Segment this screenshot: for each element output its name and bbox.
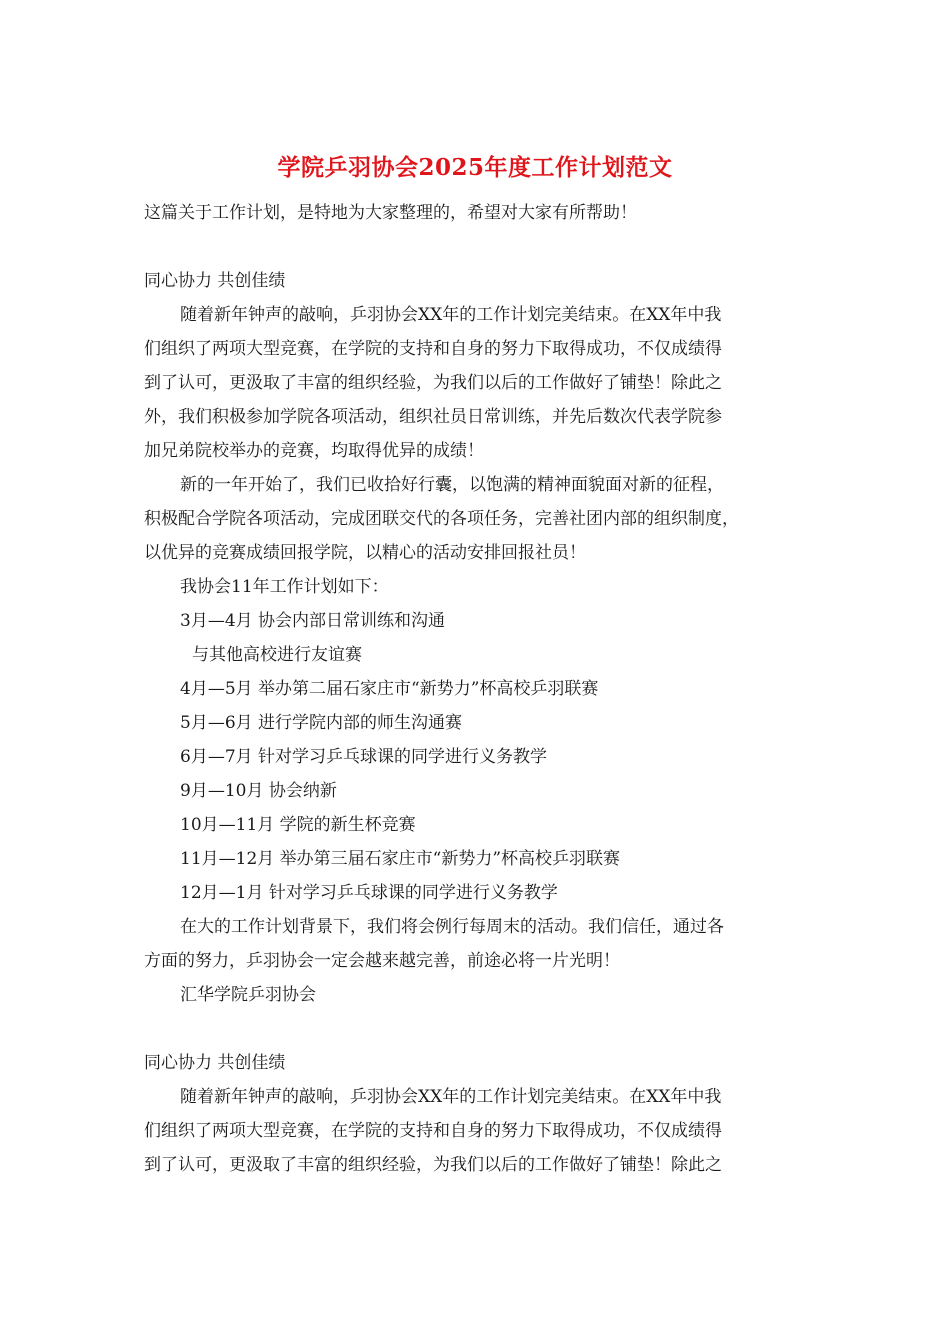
plan-item: 10月—11月 学院的新生杯竞赛: [180, 815, 416, 835]
paragraph-line: 加兄弟院校举办的竞赛，均取得优异的成绩！: [144, 441, 484, 461]
plan-item: 11月—12月 举办第三届石家庄市“新势力”杯高校乒羽联赛: [180, 849, 621, 869]
paragraph-line: 到了认可，更汲取了丰富的组织经验，为我们以后的工作做好了铺垫！除此之: [144, 373, 722, 393]
paragraph-line: 外，我们积极参加学院各项活动，组织社员日常训练，并先后数次代表学院参: [144, 407, 722, 427]
plan-item: 5月—6月 进行学院内部的师生沟通赛: [180, 713, 463, 733]
document-title: 学院乒羽协会2025年度工作计划范文: [277, 154, 673, 181]
paragraph-line: 到了认可，更汲取了丰富的组织经验，为我们以后的工作做好了铺垫！除此之: [144, 1155, 722, 1175]
intro-text: 这篇关于工作计划，是特地为大家整理的，希望对大家有所帮助！: [144, 203, 637, 223]
paragraph-line: 在大的工作计划背景下，我们将会例行每周末的活动。我们信任，通过各: [180, 917, 724, 937]
document-body: [144, 196, 804, 1182]
plan-item: 9月—10月 协会纳新: [180, 781, 337, 801]
signature: 汇华学院乒羽协会: [180, 985, 316, 1005]
paragraph-line: 以优异的竞赛成绩回报学院，以精心的活动安排回报社员！: [144, 543, 586, 563]
spacer: [144, 1012, 804, 1046]
paragraph-line: 随着新年钟声的敲响，乒羽协会XX年的工作计划完美结束。在XX年中我: [180, 1087, 722, 1107]
paragraph-line: 们组织了两项大型竞赛，在学院的支持和自身的努力下取得成功，不仅成绩得: [144, 339, 722, 359]
paragraph-line: 们组织了两项大型竞赛，在学院的支持和自身的努力下取得成功，不仅成绩得: [144, 1121, 722, 1141]
plan-item: 12月—1月 针对学习乒乓球课的同学进行义务教学: [180, 883, 558, 903]
section-heading: 同心协力 共创佳绩: [144, 1053, 286, 1073]
plan-item: 3月—4月 协会内部日常训练和沟通: [180, 611, 446, 631]
paragraph-line: 随着新年钟声的敲响，乒羽协会XX年的工作计划完美结束。在XX年中我: [180, 305, 722, 325]
paragraph-line: 方面的努力，乒羽协会一定会越来越完善，前途必将一片光明！: [144, 951, 620, 971]
paragraph-line: 新的一年开始了，我们已收拾好行囊，以饱满的精神面貌面对新的征程，: [180, 475, 724, 495]
section-heading: 同心协力 共创佳绩: [144, 271, 286, 291]
paragraph-line: 积极配合学院各项活动，完成团联交代的各项任务，完善社团内部的组织制度，: [144, 509, 739, 529]
plan-item: 与其他高校进行友谊赛: [192, 645, 362, 665]
spacer: [144, 230, 804, 264]
plan-intro: 我协会11年工作计划如下：: [180, 577, 389, 597]
plan-item: 4月—5月 举办第二届石家庄市“新势力”杯高校乒羽联赛: [180, 679, 599, 699]
plan-item: 6月—7月 针对学习乒乓球课的同学进行义务教学: [180, 747, 548, 767]
